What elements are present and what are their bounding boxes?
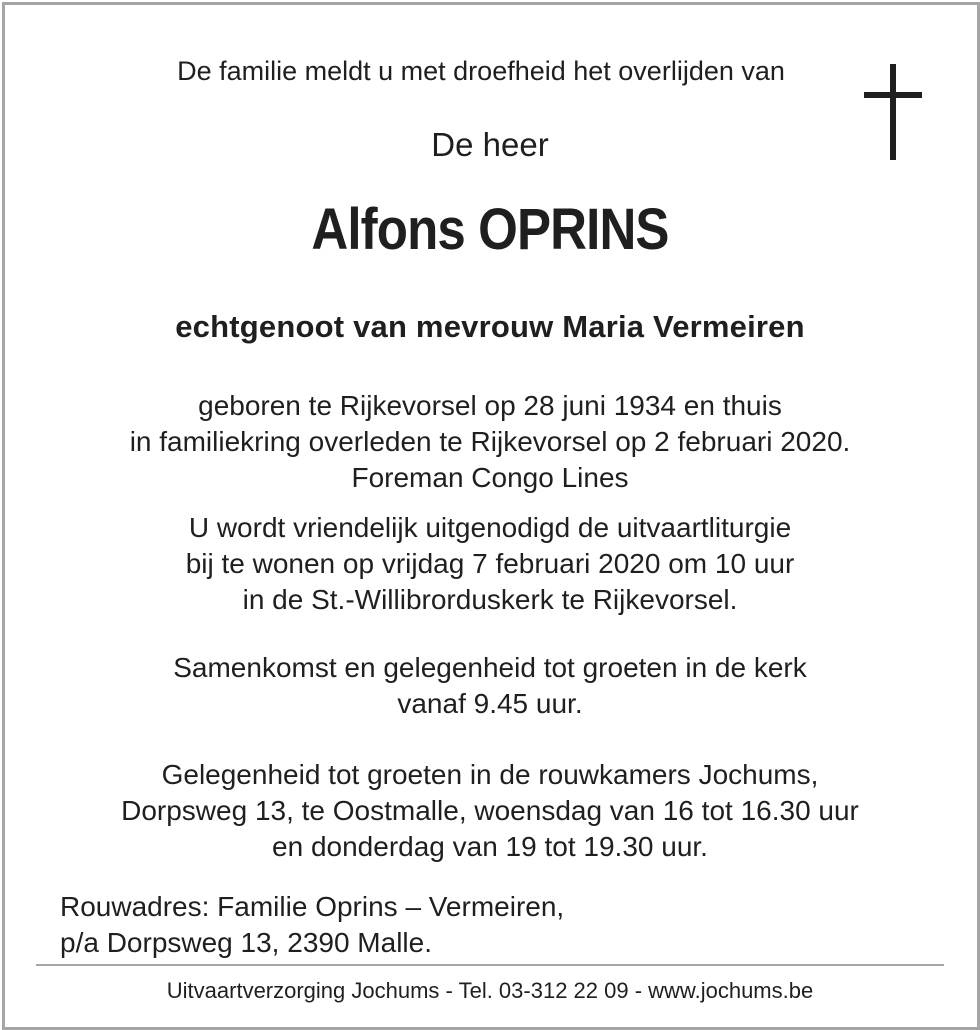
gathering-paragraph [0,650,980,722]
mourning-address [60,889,564,961]
occupation-line: Foreman Congo Lines [351,462,629,493]
service-line: in de St.-Willibrorduskerk te Rijkevorsel. [242,584,738,615]
spouse-line: echtgenoot van mevrouw Maria Vermeiren [175,309,805,344]
service-line: U wordt vriendelijk uitgenodigd de uitvaartliturgie [188,512,792,543]
visiting-line: Dorpsweg 13, te Oostmalle, woensdag van 16 tot 16.30 uur [121,795,859,826]
birth-line: geboren te Rijkevorsel op 28 juni 1934 en thuis [198,390,782,421]
service-paragraph [0,510,980,618]
gathering-line: Samenkomst en gelegenheid tot groeten in de kerk [173,652,807,683]
birth-line: in familiekring overleden te Rijkevorsel op 2 februari 2020. [129,426,851,457]
visiting-line: Gelegenheid tot groeten in de rouwkamers Jochums, [161,759,819,790]
gathering-line: vanaf 9.45 uur. [397,688,583,719]
funeral-home-footer: Uitvaartverzorging Jochums - Tel. 03-312 22 09 - www.jochums.be [166,978,814,1003]
deceased-name: Alfons OPRINS [311,197,669,262]
visiting-line: en donderdag van 19 tot 19.30 uur. [272,831,708,862]
honorific-title: De heer [431,126,549,163]
visiting-paragraph [0,757,980,865]
birth-paragraph [0,388,980,496]
service-line: bij te wonen op vrijdag 7 februari 2020 om 10 uur [185,548,795,579]
footer-divider [36,964,944,966]
address-line: p/a Dorpsweg 13, 2390 Malle. [60,927,432,958]
intro-text: De familie meldt u met droefheid het overlijden van [177,56,785,86]
address-line: Rouwadres: Familie Oprins – Vermeiren, [60,891,565,922]
